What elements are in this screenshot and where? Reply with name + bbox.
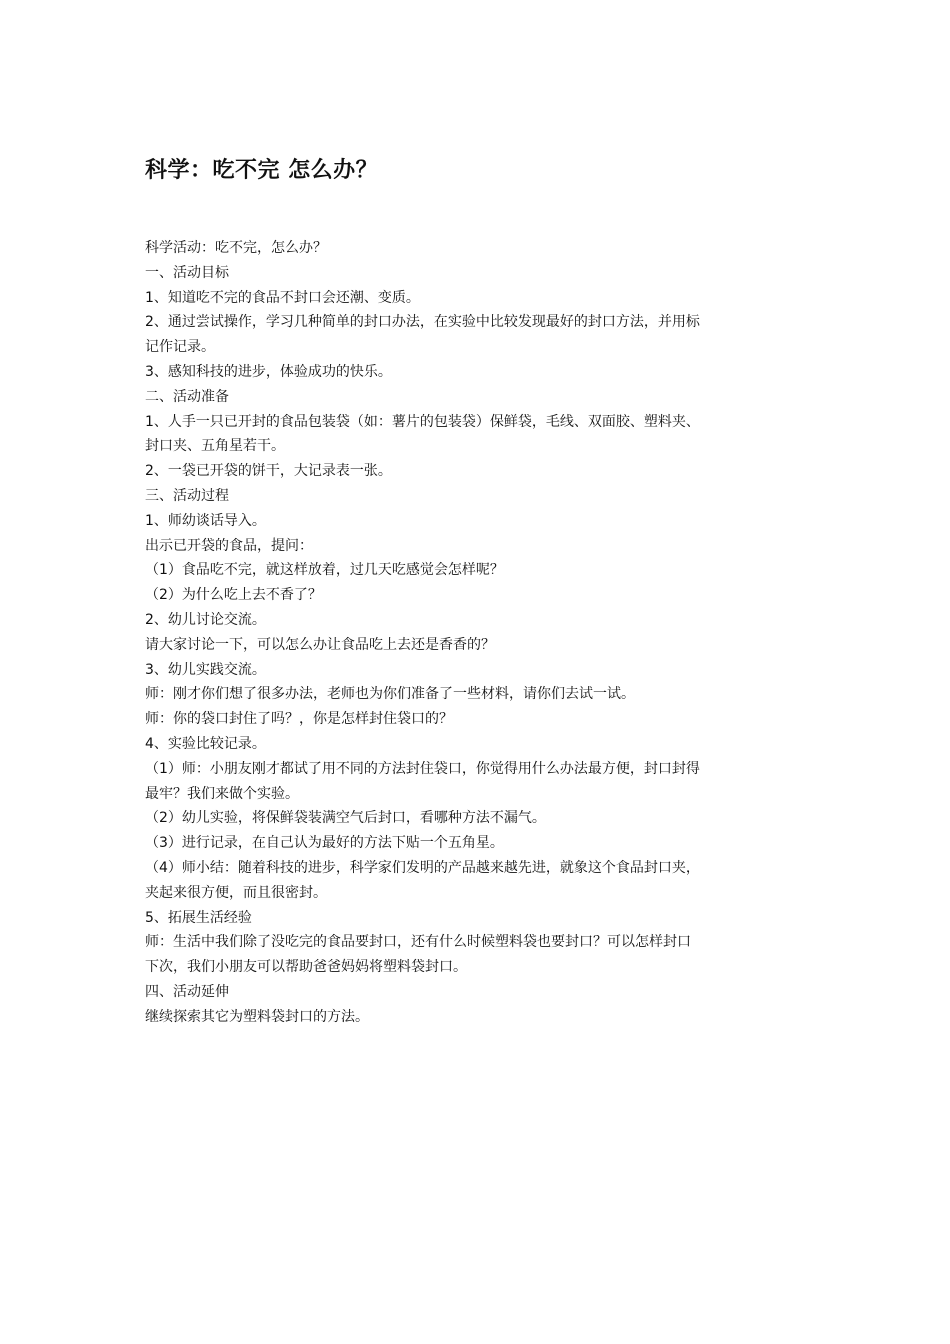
body-line: 4、实验比较记录。 bbox=[145, 735, 266, 752]
body-line: 记作记录。 bbox=[145, 339, 215, 356]
body-line: 3、感知科技的进步，体验成功的快乐。 bbox=[145, 363, 392, 380]
body-line: （1）食品吃不完，就这样放着，过几天吃感觉会怎样呢？ bbox=[145, 562, 504, 579]
body-line: 2、一袋已开袋的饼干，大记录表一张。 bbox=[145, 463, 392, 480]
body-line: 出示已开袋的食品，提问： bbox=[145, 537, 313, 554]
body-line: 2、通过尝试操作，学习几种简单的封口办法，在实验中比较发现最好的封口方法，并用标 bbox=[145, 314, 700, 331]
body-line: 师：生活中我们除了没吃完的食品要封口，还有什么时候塑料袋也要封口？可以怎样封口 bbox=[145, 934, 691, 951]
body-line: 最牢？我们来做个实验。 bbox=[145, 785, 299, 802]
body-line: 师：你的袋口封住了吗？，你是怎样封住袋口的？ bbox=[145, 711, 453, 728]
body-line: 1、师幼谈话导入。 bbox=[145, 512, 266, 529]
body-line: 封口夹、五角星若干。 bbox=[145, 438, 285, 455]
body-line: （4）师小结：随着科技的进步，科学家们发明的产品越来越先进，就象这个食品封口夹， bbox=[145, 859, 700, 876]
page-title: 科学：吃不完 怎么办？ bbox=[145, 158, 379, 183]
body-line: 四、活动延伸 bbox=[145, 983, 229, 1000]
body-line: 一、活动目标 bbox=[145, 264, 229, 281]
body-line: 继续探索其它为塑料袋封口的方法。 bbox=[145, 1008, 369, 1025]
body-line: 下次，我们小朋友可以帮助爸爸妈妈将塑料袋封口。 bbox=[145, 959, 467, 976]
document-body bbox=[145, 236, 810, 1030]
body-line: 三、活动过程 bbox=[145, 487, 229, 504]
body-line: （1）师：小朋友刚才都试了用不同的方法封住袋口，你觉得用什么办法最方便，封口封得 bbox=[145, 760, 700, 777]
body-line: 3、幼儿实践交流。 bbox=[145, 661, 266, 678]
body-line: 5、拓展生活经验 bbox=[145, 909, 252, 926]
body-line: 夹起来很方便，而且很密封。 bbox=[145, 884, 327, 901]
body-line: 1、人手一只已开封的食品包装袋（如：薯片的包装袋）保鲜袋，毛线、双面胶、塑料夹、 bbox=[145, 413, 700, 430]
body-line: 请大家讨论一下，可以怎么办让食品吃上去还是香香的？ bbox=[145, 636, 495, 653]
body-line: （2）幼儿实验，将保鲜袋装满空气后封口，看哪种方法不漏气。 bbox=[145, 810, 546, 827]
body-line: （2）为什么吃上去不香了？ bbox=[145, 587, 322, 604]
body-line: 科学活动：吃不完，怎么办？ bbox=[145, 240, 327, 256]
body-line: 1、知道吃不完的食品不封口会还潮、变质。 bbox=[145, 289, 420, 306]
body-line: 2、幼儿讨论交流。 bbox=[145, 611, 266, 628]
body-line: 二、活动准备 bbox=[145, 388, 229, 405]
body-line: （3）进行记录，在自己认为最好的方法下贴一个五角星。 bbox=[145, 835, 504, 852]
body-line: 师：刚才你们想了很多办法，老师也为你们准备了一些材料，请你们去试一试。 bbox=[145, 686, 635, 703]
